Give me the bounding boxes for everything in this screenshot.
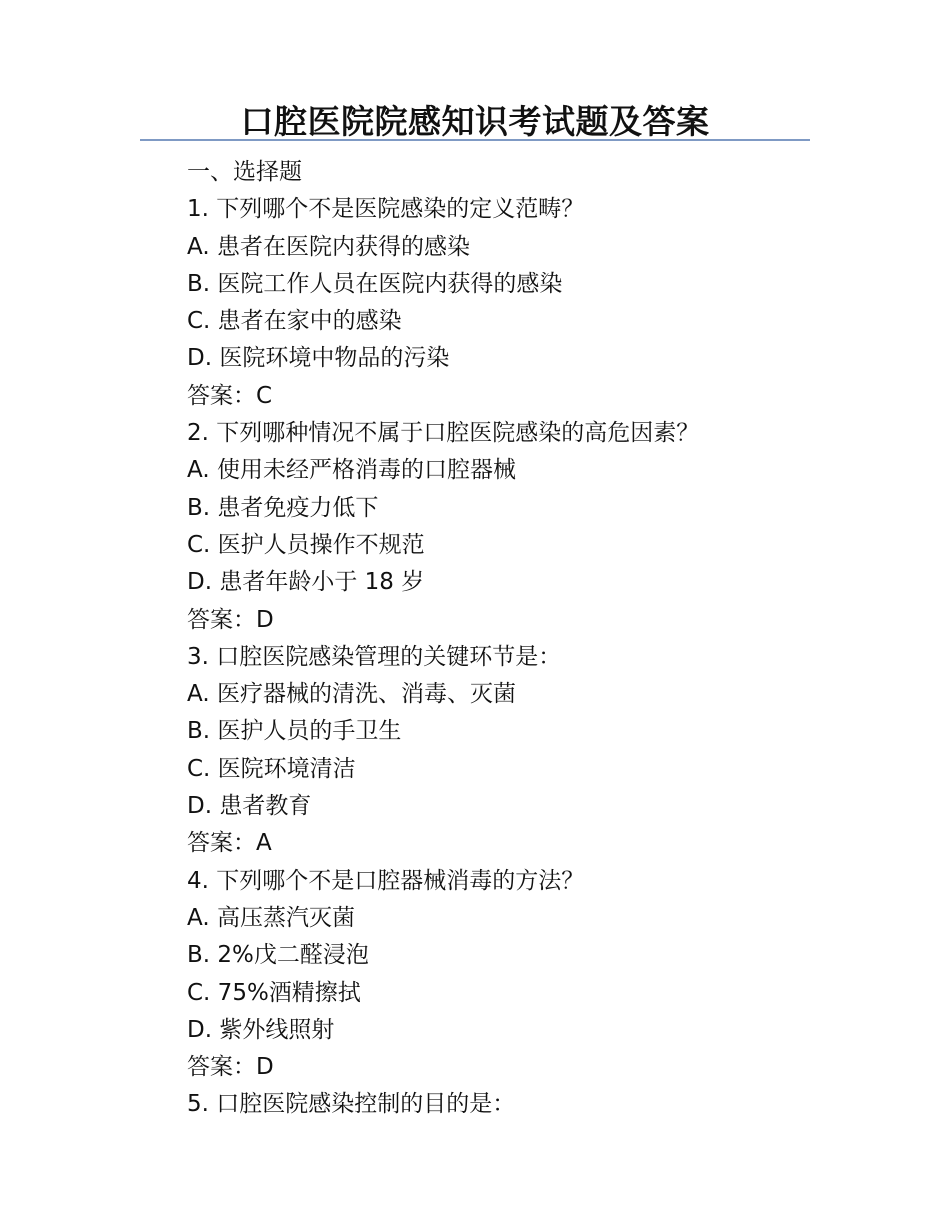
option-3a: A. 医疗器械的清洗、消毒、灭菌 [187, 681, 516, 708]
question-5: 5. 口腔医院感染控制的目的是： [187, 1091, 516, 1118]
answer-2: 答案：D [187, 606, 274, 633]
option-2b: B. 患者免疫力低下 [187, 494, 379, 521]
option-4a: A. 高压蒸汽灭菌 [187, 904, 355, 931]
option-4b: B. 2%戊二醛浸泡 [187, 942, 369, 969]
question-2: 2. 下列哪种情况不属于口腔医院感染的高危因素？ [187, 420, 700, 447]
option-1a: A. 患者在医院内获得的感染 [187, 233, 470, 260]
question-1: 1. 下列哪个不是医院感染的定义范畴？ [187, 196, 585, 223]
answer-1: 答案：C [187, 382, 273, 409]
option-1c: C. 患者在家中的感染 [187, 308, 402, 335]
option-1d: D. 医院环境中物品的污染 [187, 345, 450, 372]
option-3b: B. 医护人员的手卫生 [187, 718, 402, 745]
title-underline [140, 139, 810, 141]
option-3c: C. 医院环境清洁 [187, 755, 356, 782]
option-2d: D. 患者年龄小于 18 岁 [187, 569, 425, 596]
option-1b: B. 医院工作人员在医院内获得的感染 [187, 270, 563, 297]
section-heading: 一、选择题 [187, 159, 302, 185]
document-title: 口腔医院院感知识考试题及答案 [240, 102, 710, 141]
answer-4: 答案：D [187, 1054, 274, 1081]
option-2a: A. 使用未经严格消毒的口腔器械 [187, 457, 516, 484]
answer-3: 答案：A [187, 830, 272, 857]
option-4c: C. 75%酒精擦拭 [187, 979, 361, 1006]
document-body [187, 154, 827, 1124]
option-3d: D. 患者教育 [187, 793, 312, 820]
option-4d: D. 紫外线照射 [187, 1016, 335, 1043]
question-3: 3. 口腔医院感染管理的关键环节是： [187, 643, 562, 670]
question-4: 4. 下列哪个不是口腔器械消毒的方法？ [187, 867, 585, 894]
option-2c: C. 医护人员操作不规范 [187, 531, 425, 558]
